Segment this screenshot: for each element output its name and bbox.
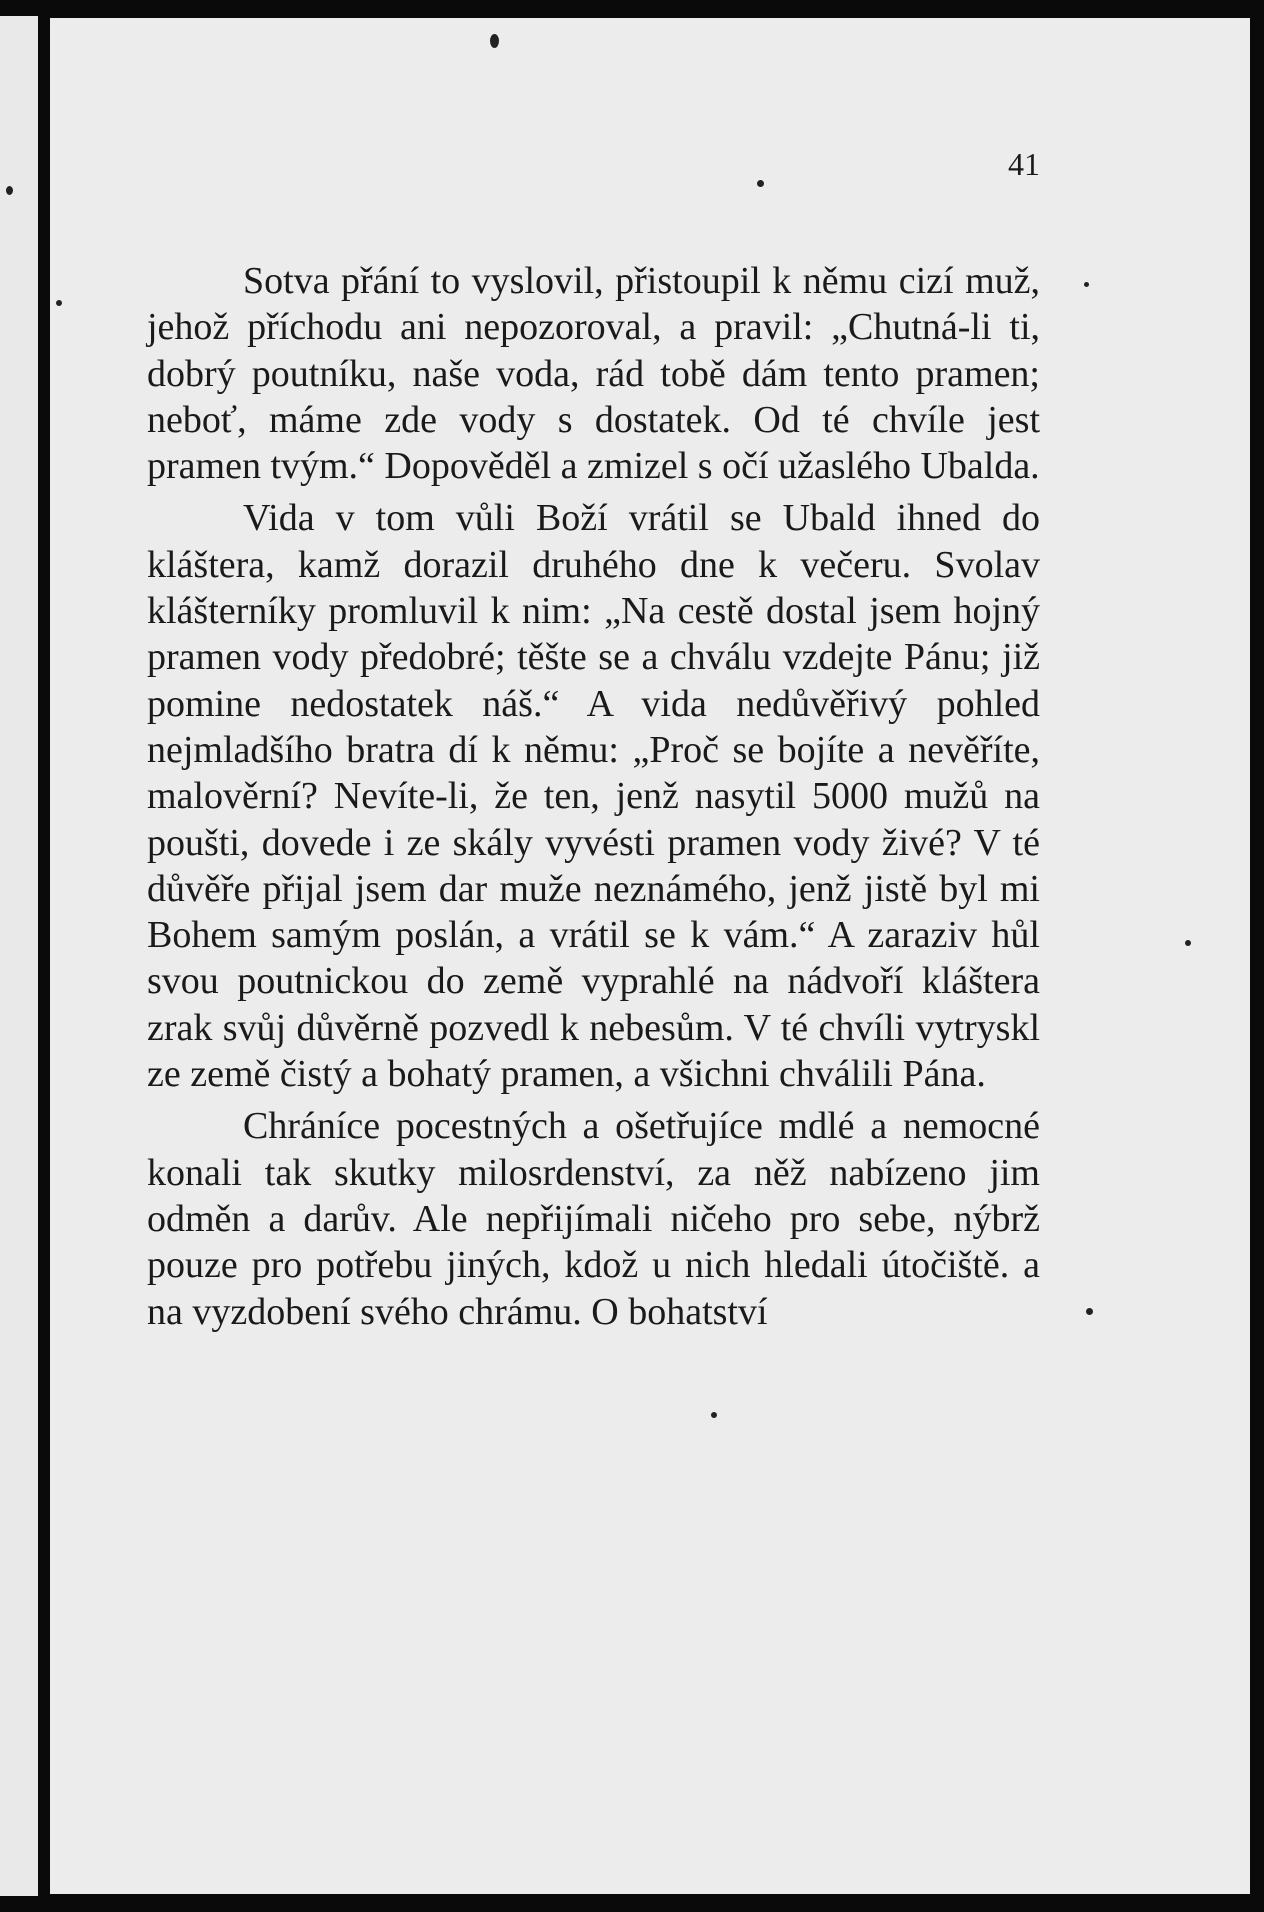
page-number: 41 (1008, 146, 1040, 182)
scan-speck (1185, 940, 1191, 946)
scan-speck (6, 186, 13, 195)
paragraph-3: Chráníce pocestných a ošetřujíce mdlé a nemocné konali tak skutky milosrdenství, za něž nabízeno jim odměn a darův. Ale nepřijímali ničeho pro sebe, nýbrž pouze pro potřebu jiných, kdož u nich hledali útočiště. a na vyzdobení svého chrámu. O bohatství (147, 1105, 1040, 1333)
scan-speck (490, 34, 499, 48)
paragraph-1: Sotva přání to vyslovil, přistoupil k němu cizí muž, jehož příchodu ani nepozoroval, a pravil: „Chutná-li ti, dobrý poutníku, naše voda, rád tobě dám tento pramen; neboť, máme zde vody s dostatek. Od té chvíle jest pramen tvým.“ Dopověděl a zmizel s očí užaslého Ubalda. (147, 260, 1040, 488)
adjacent-page-edge (0, 16, 38, 1896)
scan-speck (1084, 282, 1089, 287)
scan-speck (757, 180, 764, 187)
body-text (147, 258, 1040, 1341)
scan-speck (1086, 1308, 1093, 1315)
scan-speck (56, 300, 62, 306)
paragraph-2: Vida v tom vůli Boží vrátil se Ubald ihned do kláštera, kamž dorazil druhého dne k večeru. Svolav klášterníky promluvil k nim: „Na cestě dostal jsem hojný pramen vody předobré; těšte se a chválu vzdejte Pánu; již pomine nedostatek náš.“ A vida nedůvěřivý pohled nejmladšího bratra dí k němu: „Proč se bojíte a nevěříte, malověrní? Nevíte-li, že ten, jenž nasytil 5000 mužů na poušti, dovede i ze skály vyvésti pramen vody živé? V té důvěře přijal jsem dar muže neznámého, jenž jistě byl mi Bohem samým poslán, a vrátil se k vám.“ A zaraziv hůl svou poutnickou do země vyprahlé na nádvoří kláštera zrak svůj důvěrně pozvedl k nebesům. V té chvíli vytryskl ze země čistý a bohatý pramen, a všichni chválili Pána. (147, 497, 1040, 1096)
scan-speck (711, 1412, 717, 1418)
